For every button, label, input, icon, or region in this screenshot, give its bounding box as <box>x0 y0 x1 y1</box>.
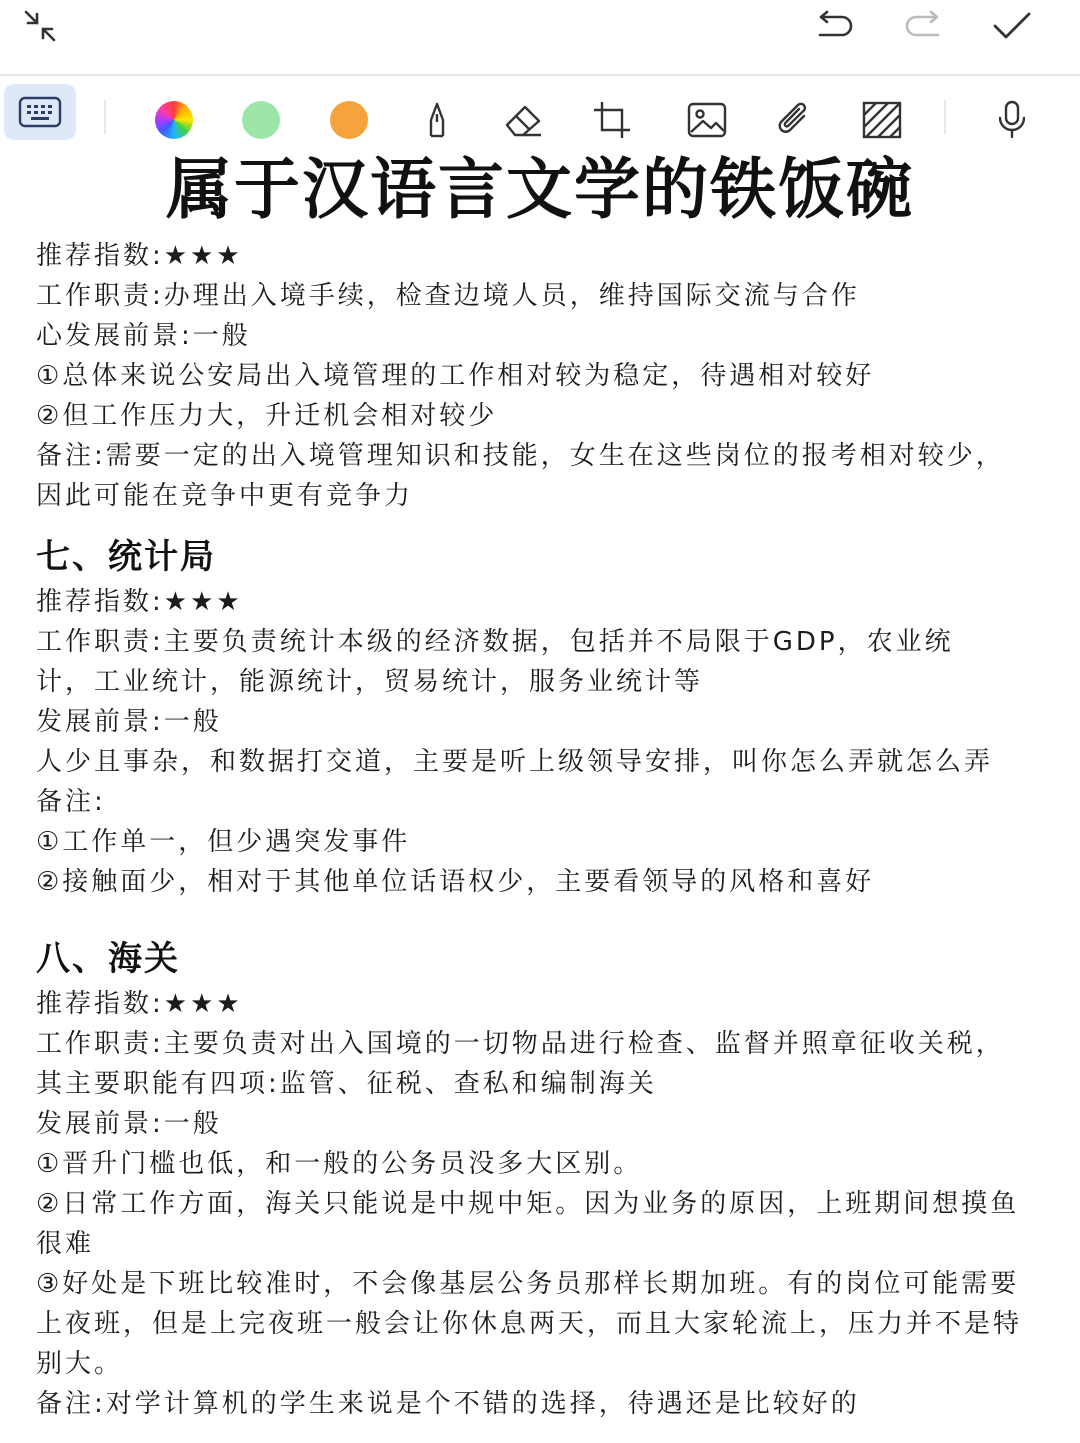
top-action-bar <box>0 0 1080 76</box>
point-line: ②接触面少，相对于其他单位话语权少，主要看领导的风格和喜好 <box>36 867 875 897</box>
duty-line: 工作职责:主要负责统计本级的经济数据，包括并不局限于GDP，农业统 <box>36 627 954 657</box>
microphone-icon[interactable] <box>982 90 1042 150</box>
point-line: ①晋升门槛也低，和一般的公务员没多大区别。 <box>36 1149 643 1179</box>
rating-line: 推荐指数:★★★ <box>36 241 243 271</box>
note-line: 备注:需要一定的出入境管理知识和技能，女生在这些岗位的报考相对较少， <box>36 441 1005 471</box>
prospect-line: 发展前景:一般 <box>36 707 222 737</box>
color-palette-icon[interactable] <box>144 90 204 150</box>
duty-line: 计，工业统计，能源统计，贸易统计，服务业统计等 <box>36 667 704 697</box>
rating-line: 推荐指数:★★★ <box>36 587 243 617</box>
drawing-toolbar <box>0 76 1080 148</box>
page-title: 属于汉语言文学的铁饭碗 <box>166 151 914 228</box>
checkmark-icon[interactable] <box>984 6 1040 46</box>
eraser-icon[interactable] <box>494 90 554 150</box>
prospect-line: 发展前景:一般 <box>36 1109 222 1139</box>
collapse-arrows-icon[interactable] <box>12 6 68 46</box>
point-line: ③好处是下班比较准时，不会像基层公务员那样长期加班。有的岗位可能需要 <box>36 1269 1020 1299</box>
note-line: 因此可能在竞争中更有竞争力 <box>36 481 414 511</box>
redo-icon[interactable] <box>896 6 952 46</box>
note-line: 备注: <box>36 787 106 817</box>
description-line: 人少且事杂，和数据打交道，主要是听上级领导安排，叫你怎么弄就怎么弄 <box>36 747 994 777</box>
point-line: ①工作单一，但少遇突发事件 <box>36 827 411 857</box>
point-line: 别大。 <box>36 1349 124 1379</box>
attachment-icon[interactable] <box>764 90 824 150</box>
point-line: 上夜班，但是上完夜班一般会让你休息两天，而且大家轮流上，压力并不是特 <box>36 1309 1023 1339</box>
toolbar-divider <box>104 100 106 134</box>
note-content[interactable] <box>36 236 1046 1424</box>
pen-icon[interactable] <box>407 90 467 150</box>
image-icon[interactable] <box>677 90 737 150</box>
point-line: 很难 <box>36 1229 95 1259</box>
orange-color-icon[interactable] <box>319 90 379 150</box>
note-line: 备注:对学计算机的学生来说是个不错的选择，待遇还是比较好的 <box>36 1389 860 1419</box>
keyboard-icon[interactable] <box>4 84 76 140</box>
duty-line: 其主要职能有四项:监管、征税、查私和编制海关 <box>36 1069 657 1099</box>
section-heading-statistics: 七、统计局 <box>36 537 216 577</box>
green-color-icon[interactable] <box>231 90 291 150</box>
duty-line: 工作职责:办理出入境手续，检查边境人员，维持国际交流与合作 <box>36 281 860 311</box>
undo-icon[interactable] <box>806 6 862 46</box>
toolbar-divider <box>944 100 946 134</box>
section-heading-customs: 八、海关 <box>36 939 180 979</box>
crop-icon[interactable] <box>582 90 642 150</box>
duty-line: 工作职责:主要负责对出入国境的一切物品进行检查、监督并照章征收关税， <box>36 1029 1005 1059</box>
rating-line: 推荐指数:★★★ <box>36 989 243 1019</box>
point-line: ①总体来说公安局出入境管理的工作相对较为稳定，待遇相对较好 <box>36 361 875 391</box>
hatch-icon[interactable] <box>852 90 912 150</box>
point-line: ②但工作压力大，升迁机会相对较少 <box>36 401 498 431</box>
point-line: ②日常工作方面，海关只能说是中规中矩。因为业务的原因，上班期间想摸鱼 <box>36 1189 1020 1219</box>
prospect-line: 心发展前景:一般 <box>36 321 251 351</box>
